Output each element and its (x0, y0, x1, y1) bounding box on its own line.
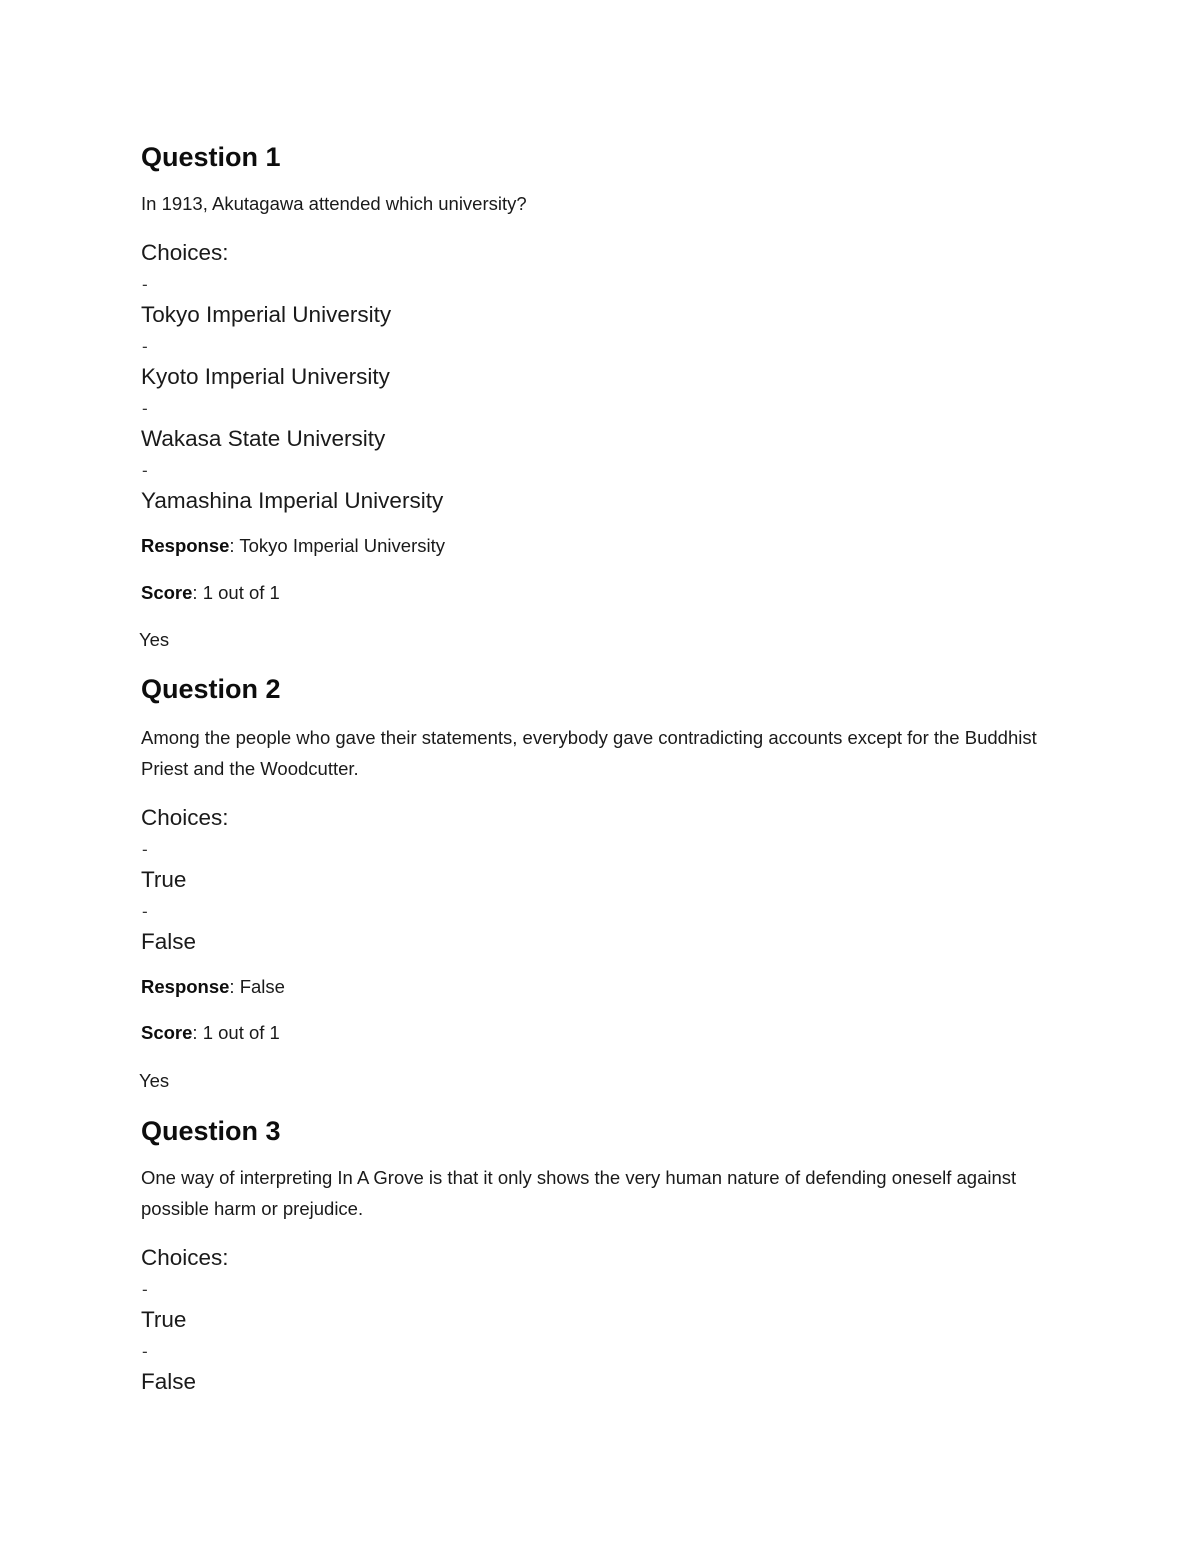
response-label: Response (141, 535, 230, 556)
question-2-text: Among the people who gave their statements, everybody gave contradicting accounts except for the Buddhist Priest and the Woodcutter. (141, 727, 1037, 779)
question-2-response (141, 975, 285, 999)
question-1-response (141, 534, 445, 558)
question-2-choice-1: True (141, 867, 187, 892)
choice-dash: - (142, 1280, 148, 1299)
response-value: : False (229, 976, 285, 997)
response-label: Response (141, 976, 230, 997)
question-1-choice-1: Tokyo Imperial University (141, 302, 392, 327)
choice-dash: - (142, 1342, 148, 1361)
question-1-text: In 1913, Akutagawa attended which university? (141, 193, 527, 214)
question-3-choice-2: False (141, 1369, 197, 1394)
score-label: Score (141, 1022, 193, 1043)
question-1-choices-label: Choices: (141, 240, 229, 265)
choice-dash: - (142, 840, 148, 859)
choice-dash: - (142, 337, 148, 356)
question-2-result: Yes (139, 1070, 170, 1091)
question-2-choices-label: Choices: (141, 805, 229, 830)
question-1-choice-3: Wakasa State University (141, 426, 386, 451)
question-3-choice-1: True (141, 1307, 187, 1332)
question-2-choice-2: False (141, 929, 197, 954)
score-label: Score (141, 582, 193, 603)
choice-dash: - (142, 275, 148, 294)
score-value: : 1 out of 1 (192, 1022, 280, 1043)
question-1-title: Question 1 (141, 142, 281, 172)
question-1-choice-4: Yamashina Imperial University (141, 488, 444, 513)
question-3-text: One way of interpreting In A Grove is that it only shows the very human nature of defending oneself against possible harm or prejudice. (141, 1167, 1017, 1219)
score-value: : 1 out of 1 (192, 582, 280, 603)
choice-dash: - (142, 461, 148, 480)
question-3-title: Question 3 (141, 1116, 281, 1146)
question-2-title: Question 2 (141, 674, 281, 704)
question-1-choice-2: Kyoto Imperial University (141, 364, 390, 389)
choice-dash: - (142, 399, 148, 418)
question-1-score (141, 581, 280, 605)
response-value: : Tokyo Imperial University (229, 535, 445, 556)
question-1-result: Yes (139, 629, 170, 650)
question-2-score (141, 1021, 280, 1045)
choice-dash: - (142, 902, 148, 921)
question-3-choices-label: Choices: (141, 1245, 229, 1270)
